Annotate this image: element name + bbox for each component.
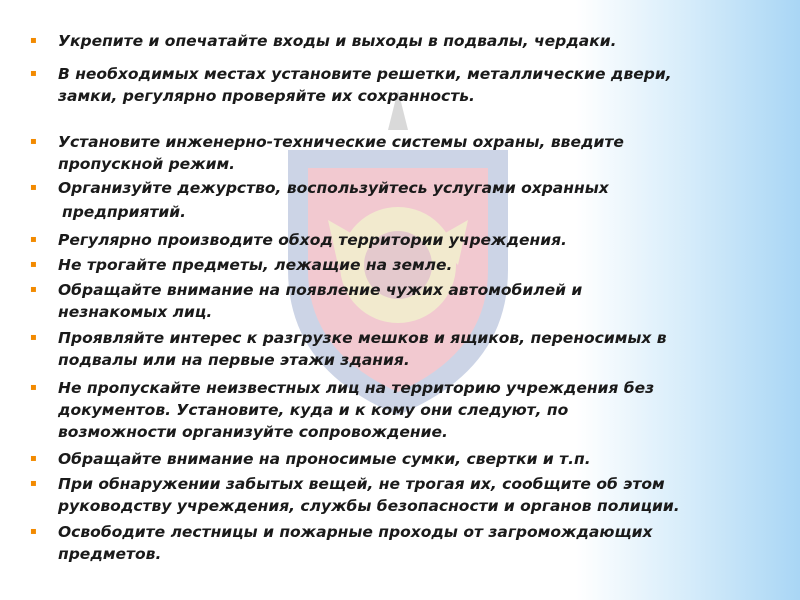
list-item-text: Освободите лестницы и пожарные проходы от загромождающих	[58, 523, 653, 541]
bullet-icon: ▪	[30, 284, 37, 295]
list-item-text: Обращайте внимание на проносимые сумки, свертки и т.п.	[58, 450, 591, 468]
list-item	[30, 131, 770, 175]
list-item-text: Укрепите и опечатайте входы и выходы в подвалы, чердаки.	[58, 32, 617, 50]
list-item-text: предметов.	[58, 545, 162, 563]
list-item	[30, 254, 770, 276]
list-item-text: Не трогайте предметы, лежащие на земле.	[58, 256, 453, 274]
bullet-icon: ▪	[30, 332, 37, 343]
bullet-icon: ▪	[30, 136, 37, 147]
list-item-text: подвалы или на первые этажи здания.	[58, 351, 410, 369]
list-item-text: руководству учреждения, службы безопасности и органов полиции.	[58, 497, 680, 515]
list-item	[30, 177, 770, 199]
list-item	[30, 229, 770, 251]
list-item-text: замки, регулярно проверяйте их сохранность.	[58, 87, 475, 105]
list-item-text: возможности организуйте сопровождение.	[58, 423, 448, 441]
list-item-text: документов. Установите, куда и к кому они следуют, по	[58, 401, 569, 419]
list-item-text: Проявляйте интерес к разгрузке мешков и ящиков, переносимых в	[58, 329, 667, 347]
list-item	[30, 521, 770, 565]
list-item	[30, 473, 770, 517]
list-item-text: Регулярно производите обход территории учреждения.	[58, 231, 567, 249]
list-item	[30, 279, 770, 323]
bullet-icon: ▪	[30, 35, 37, 46]
bullet-icon: ▪	[30, 182, 37, 193]
list-item-text: Не пропускайте неизвестных лиц на территорию учреждения без	[58, 379, 655, 397]
list-item-text: предприятий.	[62, 203, 187, 221]
list-item-text: При обнаружении забытых вещей, не трогая их, сообщите об этом	[58, 475, 665, 493]
list-item-text: В необходимых местах установите решетки, металлические двери,	[58, 65, 672, 83]
list-item	[30, 377, 770, 443]
bullet-icon: ▪	[30, 234, 37, 245]
list-item-text: пропускной режим.	[58, 155, 236, 173]
bullet-icon: ▪	[30, 259, 37, 270]
bullet-icon: ▪	[30, 453, 37, 464]
bullet-icon: ▪	[30, 68, 37, 79]
list-item-text: Установите инженерно-технические системы охраны, введите	[58, 133, 624, 151]
list-item-text: незнакомых лиц.	[58, 303, 213, 321]
bullet-icon: ▪	[30, 478, 37, 489]
bullet-icon: ▪	[30, 382, 37, 393]
list-item	[30, 201, 770, 223]
list-item	[30, 448, 770, 470]
list-item	[30, 327, 770, 371]
list-item	[30, 30, 770, 52]
list-item	[30, 63, 770, 107]
list-item-text: Организуйте дежурство, воспользуйтесь услугами охранных	[58, 179, 609, 197]
list-item-text: Обращайте внимание на появление чужих автомобилей и	[58, 281, 583, 299]
bullet-icon: ▪	[30, 526, 37, 537]
